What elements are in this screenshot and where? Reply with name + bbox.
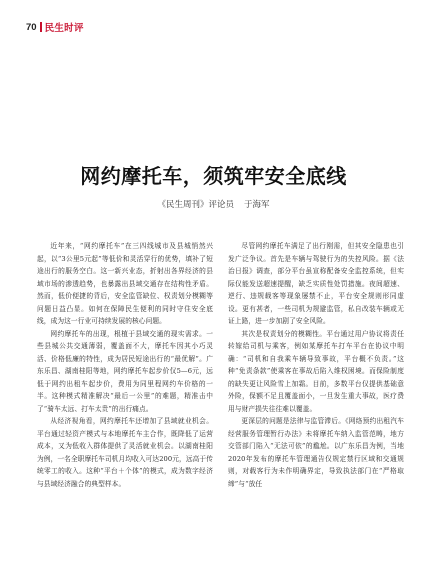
body-paragraph: 从经济视角看，网约摩托车还增加了县域就业机会。平台通过轻资产模式与本地摩托车主合作，既降低了运营成本，又为低收入群体提供了灵活就业机会。以湖南桂阳为例，一名全职摩托车司机月均收入可达200元，远高于传统零工的收入。这种“平台＋个体”的模式，成为数字经济与县域经济融合的典型样本。	[37, 417, 213, 488]
body-paragraph: 其次是权责划分的模糊性。平台通过用户协议将责任转嫁给司机与乘客，例如某摩托车打车平台在协议中明确：“司机和自我乘车辆导致事故，平台概不负责。”这种“免责条款”使乘客在事故后陷入维权困境。而保险制度的缺失更让风险雪上加霜。目前，多数平台仅提供基础意外险，保额不足且覆盖面小，一旦发生重大事故，医疗费用与财产损失往往难以覆盖。	[228, 329, 404, 413]
byline-source: 《民生周刊》评论员	[157, 200, 234, 210]
body-paragraph: 近年来，“网约摩托车”在三四线城市及县城悄然兴起，以“3公里5元起”等低价和灵活穿行的优势，填补了短途出行的服务空白。这一新兴业态，折射出各界经济的县域市场的渗透趋势，也暴露出县域交通存在结构性矛盾。然而，低价便捷的背后，安全监管缺位、权责划分模糊等问题日益凸显。如何在保障民生便利的同时守住安全底线，成为这一行业可持续发展的核心问题。	[37, 242, 213, 325]
article-column-right	[228, 240, 404, 575]
byline	[0, 198, 427, 210]
section-title: 民生时评	[44, 23, 84, 34]
byline-author: 于海军	[244, 200, 270, 210]
page-number: 70	[26, 21, 37, 33]
article-column-left	[37, 240, 213, 575]
body-paragraph: 网约摩托车的出现，根植于县域交通的现实需求。一些县城公共交通薄弱，覆盖面不大，摩托车因其小巧灵活、价格低廉的特性，成为居民短途出行的“最优解”。广东乐昌、湖南桂阳等地，网约摩托车起步价仅5—6元，远低于网约出租车起步价，费用为同里程网约车价格的一半。这种模式精准解决“最后一公里”的难题，精准击中了“骑车太远、打车太贵”的出行痛点。	[37, 329, 213, 413]
page-header	[26, 20, 84, 34]
article-title: 网约摩托车，须筑牢安全底线	[80, 164, 347, 188]
body-paragraph: 更深层的问题是法律与监管滞后。《网络预约出租汽车经营服务管理暂行办法》未将摩托车纳入监管范畴，地方交管部门陷入“无法可依”的尴尬。以广东乐昌为例，当地2020年发布的摩托车管理通告仅规定禁行区域和交通规则，对载客行为未作明确界定，导致执法部门在“严格取缔”与“放任	[228, 417, 404, 488]
body-paragraph: 尽管网约摩托车满足了出行刚需，但其安全隐患也引发广泛争议。首先是车辆与驾驶行为的失控风险。据《法治日报》调查，部分平台虽宣称配备安全监控系统，但实际仅能发送超速提醒，缺乏实质性处罚措施。夜间超速、逆行、违规载客等现象屡禁不止，平台安全规则形同虚设。更有甚者，一些司机为规避监管，私自改装车辆或无证上路，进一步加剧了安全风险。	[228, 242, 404, 325]
section-marker	[40, 22, 42, 32]
